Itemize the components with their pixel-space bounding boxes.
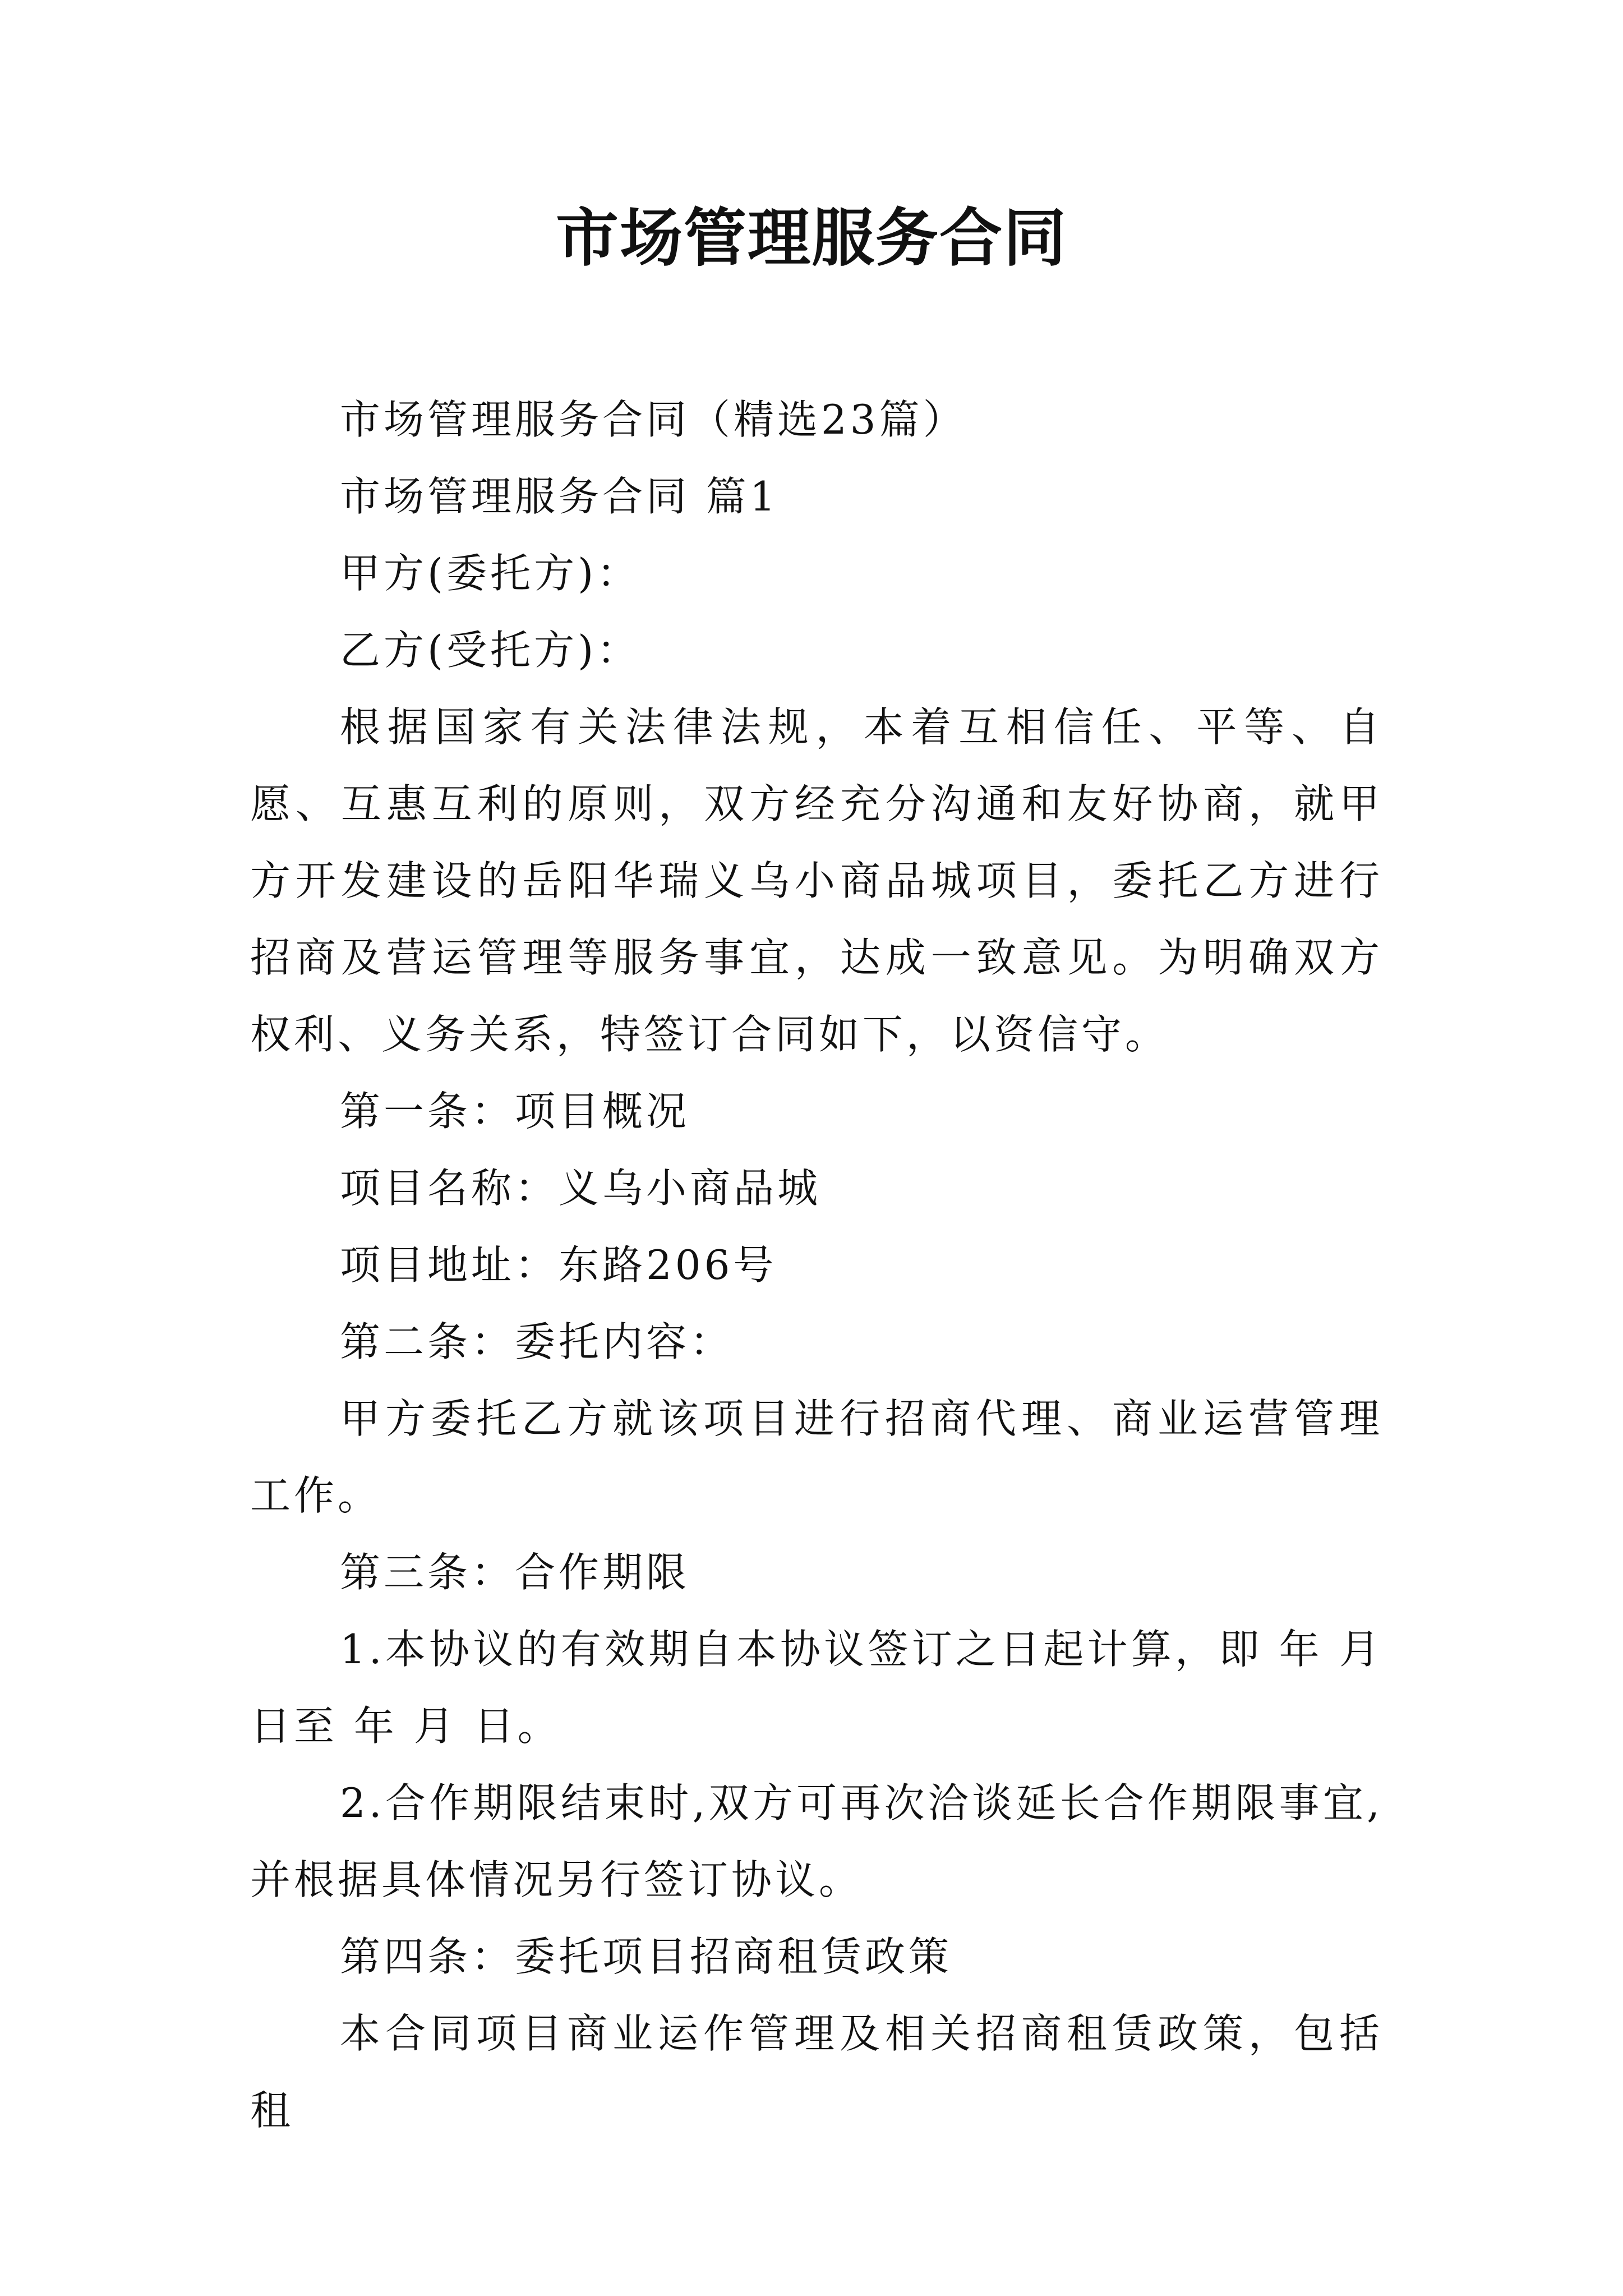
article-heading: 第一条：项目概况	[340, 1088, 690, 1135]
body-paragraph: 本合同项目商业运作管理及相关招商租赁政策，包括租	[250, 2010, 1383, 2134]
article-heading: 第四条：委托项目招商租赁政策	[340, 1933, 953, 1980]
project-name-line: 项目名称：义乌小商品城	[340, 1165, 822, 1212]
party-b-line: 乙方(受托方)：	[340, 627, 641, 674]
preamble-paragraph: 根据国家有关法律法规，本着互相信任、平等、自愿、互惠互利的原则，双方经充分沟通和友好协商，就甲方开发建设的岳阳华瑞义乌小商品城项目，委托乙方进行招商及营运管理等服务事宜，达成一致意见。为明确双方权利、义务关系，特签订合同如下，以资信守。	[250, 703, 1383, 1058]
document-title: 市场管理服务合同	[556, 201, 1067, 275]
clause-paragraph: 1.本协议的有效期自本协议签订之日起计算，即 年 月 日至 年 月 日。	[250, 1626, 1383, 1750]
article-heading: 第二条：委托内容：	[340, 1318, 734, 1365]
article-heading: 第三条：合作期限	[340, 1549, 690, 1596]
project-address-line: 项目地址：东路206号	[340, 1241, 777, 1289]
clause-paragraph: 2.合作期限结束时,双方可再次洽谈延长合作期限事宜,并根据具体情况另行签订协议。	[250, 1779, 1383, 1903]
document-body	[250, 381, 1383, 2149]
section-heading: 市场管理服务合同 篇1	[340, 473, 779, 520]
body-paragraph: 甲方委托乙方就该项目进行招商代理、商业运营管理工作。	[250, 1395, 1383, 1519]
subtitle-paragraph: 市场管理服务合同（精选23篇）	[340, 396, 967, 443]
party-a-line: 甲方(委托方)：	[340, 550, 641, 597]
